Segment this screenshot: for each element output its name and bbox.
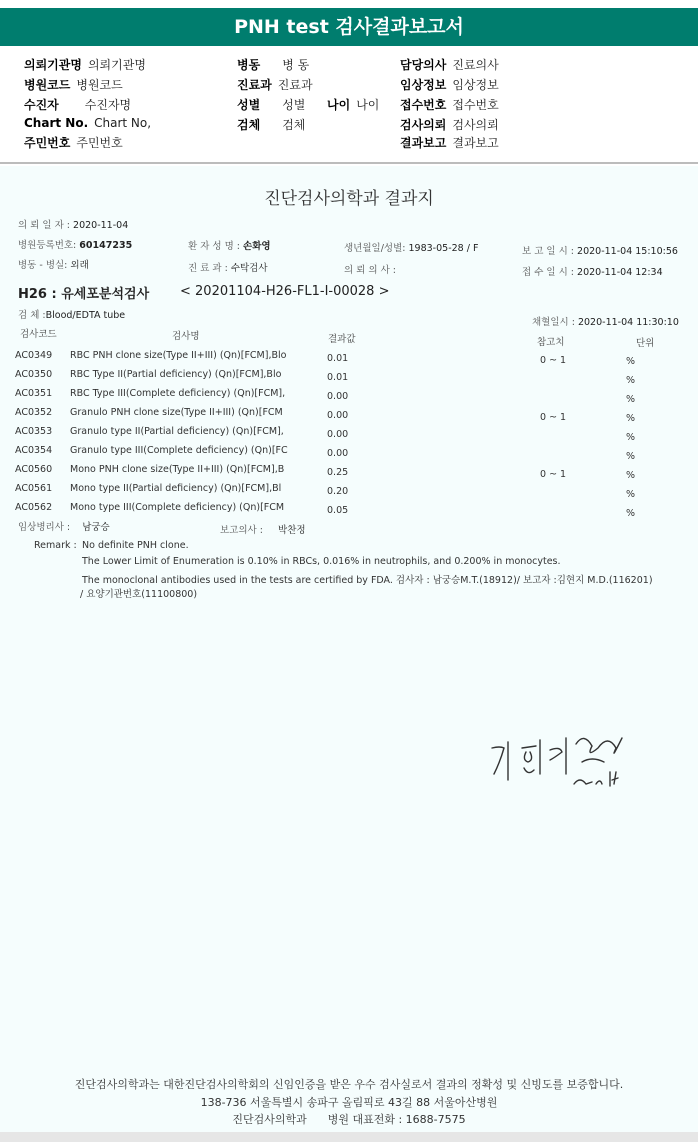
table-row: [0, 445, 698, 464]
result-sheet-title: 진단검사의학과 결과지: [264, 189, 434, 209]
cell-test-name: Mono PNH clone size(Type II+III) (Qn)[FCM],B: [70, 464, 285, 475]
field-department: 진료과 진료과: [237, 78, 313, 92]
table-row: [0, 388, 698, 407]
reporting-doctor: 보고의사 : 박찬정: [220, 525, 306, 536]
footer-address: 138-736 서울특별시 송파구 올림픽로 43길 88 서울아산병원: [200, 1096, 498, 1109]
field-sex: 성별 성별: [237, 98, 306, 112]
ref-range-mono: 0 ~ 1: [540, 469, 567, 480]
table-row: [0, 426, 698, 445]
field-clinical-info: 임상정보 임상정보: [400, 78, 499, 92]
cell-test-name: RBC Type III(Complete deficiency) (Qn)[FCM],: [70, 388, 286, 399]
cell-test-name: Mono type III(Complete deficiency) (Qn)[FCM: [70, 502, 285, 513]
cell-code: AC0350: [15, 369, 53, 380]
receipt-datetime: 접 수 일 시 : 2020-11-04 12:34: [522, 267, 663, 278]
registration-no: 병원등록번호: 60147235: [18, 240, 133, 251]
cell-result: 0.05: [327, 505, 349, 516]
remark-line: / 요양기관번호(11100800): [80, 589, 198, 600]
cell-code: AC0351: [15, 388, 53, 399]
field-receipt-no: 접수번호 접수번호: [400, 98, 499, 112]
cell-code: AC0561: [15, 483, 53, 494]
field-hospital-code: 병원코드 병원코드: [24, 78, 123, 92]
ward-room: 병동 - 병실: 외래: [18, 260, 89, 271]
table-row: [0, 407, 698, 426]
report-datetime: 보 고 일 시 : 2020-11-04 15:10:56: [522, 246, 678, 257]
dept: 진 료 과 : 수탁검사: [188, 263, 268, 274]
pathologist: 임상병리사 : 남궁승: [18, 522, 110, 533]
cell-result: 0.01: [327, 372, 349, 383]
cell-unit: %: [626, 508, 636, 519]
col-header-ref: 참고치: [537, 337, 565, 348]
cell-result: 0.20: [327, 486, 349, 497]
cell-test-name: Mono type II(Partial deficiency) (Qn)[FCM],Bl: [70, 483, 282, 494]
field-result-report: 결과보고 결과보고: [400, 136, 499, 150]
field-age: 나이 나이: [327, 98, 380, 112]
cell-result: 0.25: [327, 467, 349, 478]
remark-line: The Lower Limit of Enumeration is 0.10% in RBCs, 0.016% in neutrophils, and 0.200% in monocytes.: [82, 556, 561, 567]
field-ward: 병동 병 동: [237, 58, 310, 72]
table-row: [0, 369, 698, 388]
cell-unit: %: [626, 413, 636, 424]
field-test-request: 검사의뢰 검사의뢰: [400, 118, 499, 132]
table-row: [0, 350, 698, 369]
cell-code: AC0352: [15, 407, 53, 418]
result-sheet: [0, 166, 698, 1132]
cell-code: AC0560: [15, 464, 53, 475]
test-code: H26 : 유세포분석검사: [18, 287, 150, 302]
cell-result: 0.01: [327, 353, 349, 364]
cell-unit: %: [626, 394, 636, 405]
field-institution: 의뢰기관명 의뢰기관명: [24, 58, 146, 72]
cell-result: 0.00: [327, 429, 349, 440]
cell-result: 0.00: [327, 391, 349, 402]
bottom-strip: [0, 1132, 698, 1142]
cell-test-name: Granulo type III(Complete deficiency) (Qn)[FC: [70, 445, 288, 456]
remark-line: No definite PNH clone.: [82, 540, 189, 551]
cell-unit: %: [626, 432, 636, 443]
cell-result: 0.00: [327, 410, 349, 421]
patient-name: 환 자 성 명 : 손화영: [188, 241, 271, 252]
col-header-unit: 단위: [636, 338, 655, 349]
collection-datetime: 채혈일시 : 2020-11-04 11:30:10: [532, 317, 679, 328]
footer-contact: 진단검사의학과 병원 대표전화 : 1688-7575: [232, 1113, 466, 1126]
header-info: [0, 46, 698, 164]
cell-code: AC0353: [15, 426, 53, 437]
cell-test-name: Granulo type II(Partial deficiency) (Qn)[FCM],: [70, 426, 284, 437]
table-row: [0, 483, 698, 502]
field-specimen: 검체 검체: [237, 118, 306, 132]
ref-range-granulo: 0 ~ 1: [540, 412, 567, 423]
ref-range-rbc: 0 ~ 1: [540, 355, 567, 366]
field-doctor: 담당의사 진료의사: [400, 58, 499, 72]
specimen: 검 체 :Blood/EDTA tube: [18, 310, 126, 321]
field-chart-no: Chart No. Chart No,: [24, 116, 152, 130]
col-header-code: 검사코드: [20, 329, 57, 340]
cell-code: AC0562: [15, 502, 53, 513]
cell-unit: %: [626, 451, 636, 462]
request-date: 의 뢰 일 자 : 2020-11-04: [18, 220, 129, 231]
col-header-result: 결과값: [328, 334, 356, 345]
footer-certification: 진단검사의학과는 대한진단검사의학회의 신임인증을 받은 우수 검사실로서 결과의 정확성 및 신빙도를 보증합니다.: [74, 1078, 624, 1091]
field-resident-no: 주민번호 주민번호: [24, 136, 123, 150]
birth-sex: 생년월일/성별: 1983-05-28 / F: [344, 243, 479, 254]
remark-label: Remark :: [34, 540, 77, 551]
cell-code: AC0349: [15, 350, 53, 361]
cell-unit: %: [626, 375, 636, 386]
specimen-id: < 20201104-H26-FL1-I-00028 >: [180, 284, 390, 299]
header-divider: [0, 162, 698, 164]
cell-test-name: Granulo PNH clone size(Type II+III) (Qn)[FCM: [70, 407, 283, 418]
field-patient: 수진자 수진자명: [24, 98, 132, 112]
remark-line: The monoclonal antibodies used in the tests are certified by FDA. 검사자 : 남궁승M.T.(18912)/ 보고자 :김현지 M.D.(116201): [82, 575, 653, 586]
cell-result: 0.00: [327, 448, 349, 459]
cell-unit: %: [626, 356, 636, 367]
page-title: PNH test 검사결과보고서: [0, 8, 698, 46]
handwritten-signature: [488, 718, 638, 798]
cell-test-name: RBC Type II(Partial deficiency) (Qn)[FCM],Blo: [70, 369, 282, 380]
col-header-name: 검사명: [172, 331, 200, 342]
cell-unit: %: [626, 470, 636, 481]
cell-code: AC0354: [15, 445, 53, 456]
cell-test-name: RBC PNH clone size(Type II+III) (Qn)[FCM],Blo: [70, 350, 287, 361]
cell-unit: %: [626, 489, 636, 500]
requesting-doctor: 의 뢰 의 사 :: [344, 265, 396, 276]
table-row: [0, 464, 698, 483]
